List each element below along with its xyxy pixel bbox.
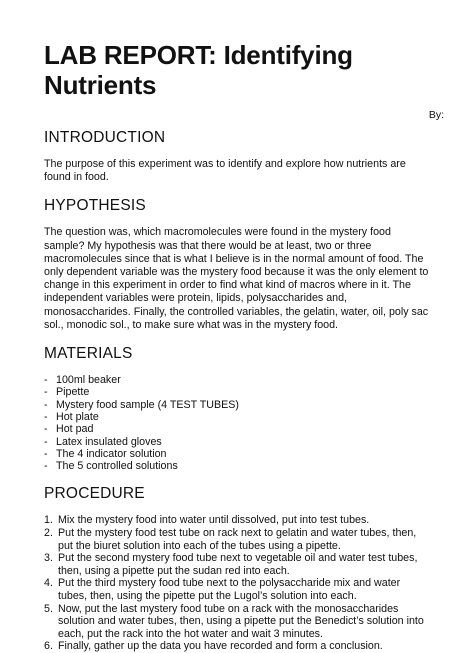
list-item — [44, 399, 430, 411]
bullet-dash: - — [44, 460, 48, 473]
procedure-list — [44, 514, 430, 653]
materials-heading: MATERIALS — [44, 345, 133, 363]
list-item — [44, 640, 430, 653]
list-item — [44, 577, 430, 602]
list-item — [44, 448, 430, 460]
bullet-dash: - — [44, 398, 48, 411]
step-text: Mix the mystery food into water until dissolved, put into test tubes. — [58, 514, 370, 527]
list-item — [44, 552, 430, 577]
procedure-heading: PROCEDURE — [44, 485, 145, 503]
material-label: Pipette — [56, 386, 90, 399]
list-item — [44, 603, 430, 641]
materials-list — [44, 374, 430, 472]
bullet-dash: - — [44, 386, 48, 399]
material-label: The 5 controlled solutions — [56, 460, 178, 473]
step-number: 3. — [44, 552, 53, 565]
byline: By: — [428, 109, 444, 121]
step-number: 5. — [44, 602, 53, 615]
material-label: The 4 indicator solution — [56, 447, 167, 460]
material-label: Latex insulated gloves — [56, 435, 162, 448]
material-label: Mystery food sample (4 TEST TUBES) — [56, 398, 239, 411]
list-item — [44, 411, 430, 423]
list-item — [44, 460, 430, 472]
step-number: 2. — [44, 527, 53, 539]
step-text: Put the third mystery food tube next to the polysaccharide mix and water tubes, then, using the pipette put the Lugol’s solution into each. — [58, 577, 401, 602]
bullet-dash: - — [44, 423, 48, 436]
material-label: Hot plate — [56, 410, 99, 423]
step-number: 1. — [44, 514, 53, 527]
material-label: 100ml beaker — [56, 374, 121, 387]
introduction-text: The purpose of this experiment was to identify and explore how nutrients are found in food. — [44, 158, 406, 184]
list-item — [44, 423, 430, 435]
step-text: Put the second mystery food tube next to vegetable oil and water test tubes, then, using a pipette put the sudan red into each. — [58, 552, 418, 577]
list-item — [44, 436, 430, 448]
list-item — [44, 374, 430, 386]
report-title: LAB REPORT: Identifying Nutrients — [44, 40, 353, 100]
list-item — [44, 514, 430, 527]
bullet-dash: - — [44, 447, 48, 460]
bullet-dash: - — [44, 435, 48, 448]
hypothesis-text: The question was, which macromolecules were found in the mystery food sample? My hypothesis was that there would be at least, two or three macromolecules since that is what I believe is in the normal amount of food. The only dependent variable was the mystery food because it was the only element to change in this experiment in order to find what kind of macros where in it. The independent variables were protein, lipids, polysaccharides and, monosaccharides. Finally, the controlled variables, the gelatin, water, oil, poly sac sol., monodic sol., to make sure what was in the mystery food. — [44, 226, 429, 331]
bullet-dash: - — [44, 374, 48, 387]
step-number: 6. — [44, 640, 53, 653]
material-label: Hot pad — [56, 423, 94, 436]
step-number: 4. — [44, 577, 53, 590]
step-text: Now, put the last mystery food tube on a rack with the monosaccharides solution and water tubes, then, using a pipette put the Benedict’s solution into each, put the rack into the hot water and wait 3 minutes. — [58, 602, 424, 640]
introduction-heading: INTRODUCTION — [44, 129, 166, 146]
list-item — [44, 386, 430, 398]
step-text: Put the mystery food test tube on rack next to gelatin and water tubes, then, put the biuret solution into each of the tubes using a pipette. — [58, 527, 417, 552]
bullet-dash: - — [44, 410, 48, 423]
step-text: Finally, gather up the data you have recorded and form a conclusion. — [58, 640, 383, 653]
list-item — [44, 527, 430, 552]
hypothesis-heading: HYPOTHESIS — [44, 197, 146, 215]
